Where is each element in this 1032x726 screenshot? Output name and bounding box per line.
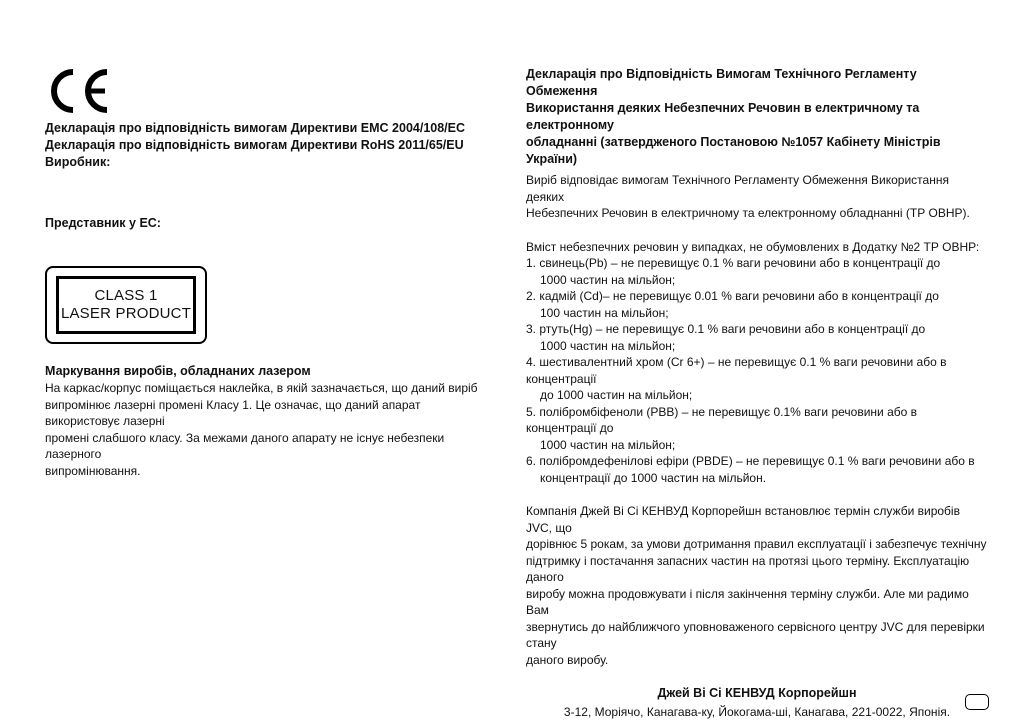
intro-line: Виріб відповідає вимогам Технічного Регламенту Обмеження Використання деяких — [526, 173, 949, 204]
list-item: 3. ртуть(Hg) – не перевищує 0.1 % ваги речовини або в концентрації до 1000 частин на мільйон; — [526, 322, 926, 353]
substance-heading: Вміст небезпечних речовин у випадках, не обумовлених в Додатку №2 ТР ОВНР: — [526, 239, 980, 254]
company-name: Джей Ві Сі КЕНВУД Корпорейшн — [657, 686, 857, 700]
laser-text-line: промені слабшого класу. За межами даного апарату не існує небезпеки лазерного — [45, 430, 445, 461]
ce-mark-icon — [45, 66, 113, 116]
laser-product-text: LASER PRODUCT — [60, 305, 192, 322]
service-life-paragraph — [526, 503, 988, 668]
laser-label-inner — [56, 276, 196, 334]
title-line: Використання деяких Небезпечних Речовин в електричному та електронному — [526, 101, 920, 132]
laser-text-line: випромінювання. — [45, 463, 141, 478]
service-line: виробу можна продовжувати і після закінчення терміну служби. Але ми радимо Вам — [526, 586, 969, 617]
declaration-list — [45, 120, 485, 171]
declaration-rohs: Декларація про відповідність вимогам Директиви RoHS 2011/65/EU — [45, 138, 464, 152]
rohs-ukraine-title — [526, 66, 988, 168]
service-line: звернутись до найближчого уповноваженого сервісного центру JVC для перевірки стану — [526, 619, 985, 650]
page-number-badge — [965, 694, 989, 710]
list-item: 6. полібромдефенілові ефіри (PBDE) – не перевищує 0.1 % ваги речовини або в концентрації до 1000 частин на мільйон. — [526, 454, 975, 485]
intro-line: Небезпечних Речовин в електричному та електронному обладнанні (ТР ОВНР). — [526, 206, 970, 220]
laser-product-label — [45, 266, 207, 344]
list-item: 4. шестивалентний хром (Cr 6+) – не перевищує 0.1 % ваги речовини або в концентрації до 1000 частин на мільйон; — [526, 355, 947, 402]
title-line: Декларація про Відповідність Вимогам Технічного Регламенту Обмеження — [526, 67, 917, 98]
service-line: дорівнює 5 рокам, за умови дотримання правил експлуатації і забезпечує технічну — [526, 537, 987, 551]
list-item: 2. кадмій (Cd)– не перевищує 0.01 % ваги речовини або в концентрації до 100 частин на мільйон; — [526, 289, 939, 320]
laser-class-text: CLASS 1 — [94, 287, 158, 304]
company-address: 3-12, Моріячо, Канагава-ку, Йокогама-ші, Канагава, 221-0022, Японія. — [563, 705, 951, 719]
representative-label: Представник у ЕС: — [45, 216, 161, 230]
list-item: 5. полібромбіфеноли (PBB) – не перевищує 0.1% ваги речовини або в концентрації до 1000 частин на мільйон; — [526, 404, 918, 452]
title-line: обладнанні (затвердженого Постановою №1057 Кабінету Міністрів України) — [526, 135, 941, 166]
manufacturer-label: Виробник: — [45, 155, 111, 169]
conformity-intro — [526, 172, 988, 222]
list-item: 1. свинець(Pb) – не перевищує 0.1 % ваги речовини або в концентрації до 1000 частин на мільйон; — [526, 256, 941, 287]
substance-list — [526, 255, 988, 486]
laser-text-line: На каркас/корпус поміщається наклейка, в якій зазначається, що даний виріб — [45, 381, 478, 395]
right-column — [526, 66, 988, 721]
service-line: підтримку і постачання запасних частин на протязі цього терміну. Експлуатацію даного — [526, 553, 970, 584]
laser-section-title: Маркування виробів, обладнаних лазером — [45, 364, 311, 378]
service-line: даного виробу. — [526, 652, 609, 667]
left-column — [45, 66, 485, 479]
declaration-emc: Декларація про відповідність вимогам Директиви EMC 2004/108/EC — [45, 121, 466, 135]
laser-text-line: випромінює лазерні промені Класу 1. Це означає, що даний апарат використовує лазерні — [45, 397, 421, 428]
service-line: Компанія Джей Ві Сі КЕНВУД Корпорейшн встановлює термін служби виробів JVC, що — [526, 504, 960, 535]
laser-section-body — [45, 380, 485, 479]
